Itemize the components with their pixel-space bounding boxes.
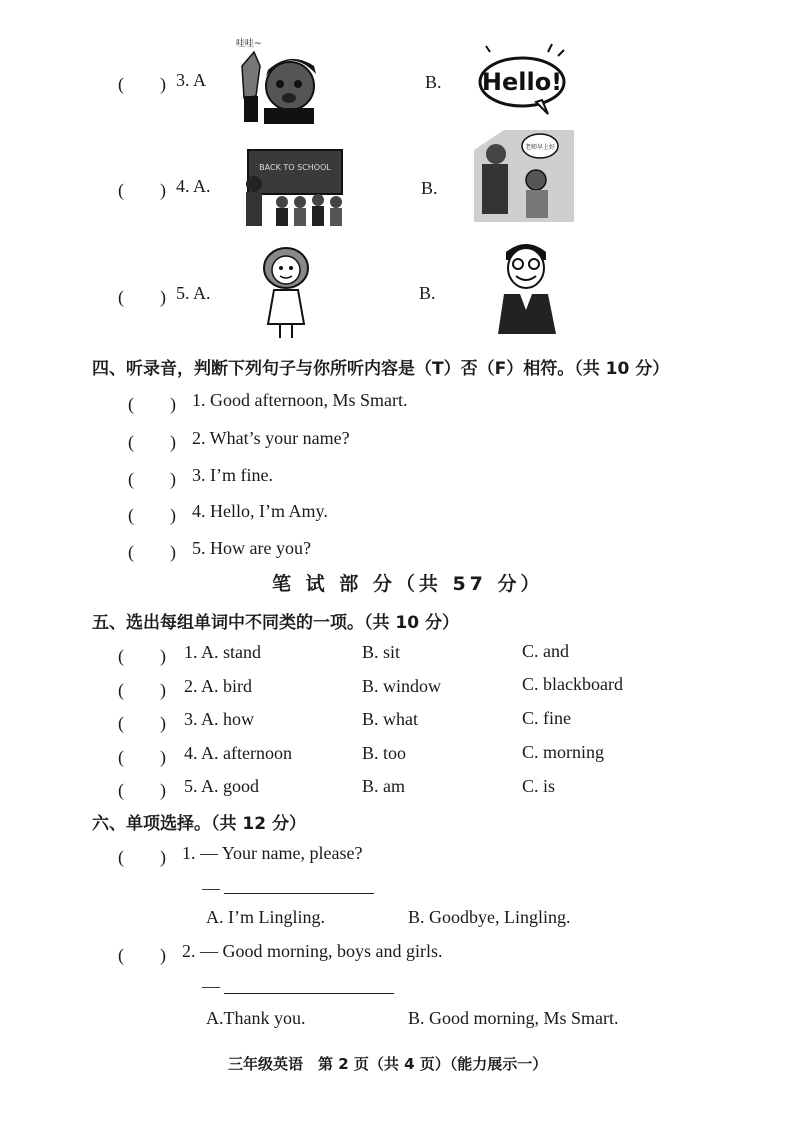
option-c: C. fine <box>522 708 571 728</box>
option-c: C. is <box>522 776 556 796</box>
boy-yawning-picture <box>228 36 328 124</box>
option-b-label: B. <box>421 178 438 198</box>
item-number: 3. A <box>176 70 207 90</box>
option-b: B. Good morning, Ms Smart. <box>408 1008 619 1028</box>
item-number: 4. A. <box>176 176 211 196</box>
greeting-text: 老师早上好 <box>524 144 556 151</box>
option-b: B. sit <box>362 642 401 662</box>
teacher-student-picture <box>474 130 574 222</box>
answer-paren[interactable]: ( ) <box>128 432 176 452</box>
item-number: 5. A. <box>176 283 211 303</box>
answer-paren[interactable]: ( ) <box>118 945 166 965</box>
list-item: 4. Hello, I’m Amy. <box>192 501 328 521</box>
answer-blank[interactable] <box>224 993 394 994</box>
section-5-title: 五、选出每组单词中不同类的一项。（共 10 分） <box>92 613 459 633</box>
answer-paren[interactable]: ( ) <box>118 74 166 94</box>
list-item: 3. I’m fine. <box>192 465 273 485</box>
section-4-title: 四、听录音，判断下列句子与你所听内容是（T）否（F）相符。（共 10 分） <box>92 359 670 379</box>
option-a: 3. A. how <box>184 709 255 729</box>
girl-picture <box>258 246 314 344</box>
option-c: C. morning <box>522 742 605 762</box>
option-b: B. am <box>362 776 405 796</box>
answer-paren[interactable]: ( ) <box>118 780 166 800</box>
option-c: C. blackboard <box>522 674 623 694</box>
question-text: 2. — Good morning, boys and girls. <box>182 941 443 961</box>
dash: — <box>202 976 220 996</box>
written-section-title: 笔 试 部 分（共 57 分） <box>272 573 544 595</box>
option-a: 4. A. afternoon <box>184 743 292 763</box>
answer-paren[interactable]: ( ) <box>128 542 176 562</box>
dash: — <box>202 878 220 898</box>
question-text: 1. — Your name, please? <box>182 843 363 863</box>
section-6-title: 六、单项选择。（共 12 分） <box>92 814 306 834</box>
list-item: 5. How are you? <box>192 538 311 558</box>
answer-blank[interactable] <box>224 893 374 894</box>
yawn-text: 哇哇~ <box>236 39 262 49</box>
option-b: B. too <box>362 743 407 763</box>
hello-bubble-picture <box>474 40 570 116</box>
list-item: 1. Good afternoon, Ms Smart. <box>192 390 408 410</box>
option-a: 2. A. bird <box>184 676 253 696</box>
option-a: 1. A. stand <box>184 642 262 662</box>
board-text: BACK TO SCHOOL <box>259 163 331 172</box>
option-b: B. window <box>362 676 442 696</box>
man-with-glasses-picture <box>490 238 562 336</box>
answer-paren[interactable]: ( ) <box>118 713 166 733</box>
option-a: 5. A. good <box>184 776 260 796</box>
answer-paren[interactable]: ( ) <box>128 469 176 489</box>
option-a: A.Thank you. <box>206 1008 306 1028</box>
list-item: 2. What’s your name? <box>192 428 350 448</box>
option-b: B. what <box>362 709 418 729</box>
hello-text: Hello! <box>481 68 563 96</box>
page-footer: 三年级英语 第 2 页（共 4 页）（能力展示一） <box>228 1055 548 1073</box>
option-b-label: B. <box>419 283 436 303</box>
answer-paren[interactable]: ( ) <box>128 394 176 414</box>
option-a: A. I’m Lingling. <box>206 907 325 927</box>
option-b-label: B. <box>425 72 442 92</box>
option-b: B. Goodbye, Lingling. <box>408 907 571 927</box>
answer-paren[interactable]: ( ) <box>118 747 166 767</box>
back-to-school-picture <box>240 148 346 230</box>
answer-paren[interactable]: ( ) <box>128 505 176 525</box>
answer-paren[interactable]: ( ) <box>118 646 166 666</box>
option-c: C. and <box>522 641 569 661</box>
answer-paren[interactable]: ( ) <box>118 180 166 200</box>
answer-paren[interactable]: ( ) <box>118 680 166 700</box>
answer-paren[interactable]: ( ) <box>118 847 166 867</box>
answer-paren[interactable]: ( ) <box>118 287 166 307</box>
